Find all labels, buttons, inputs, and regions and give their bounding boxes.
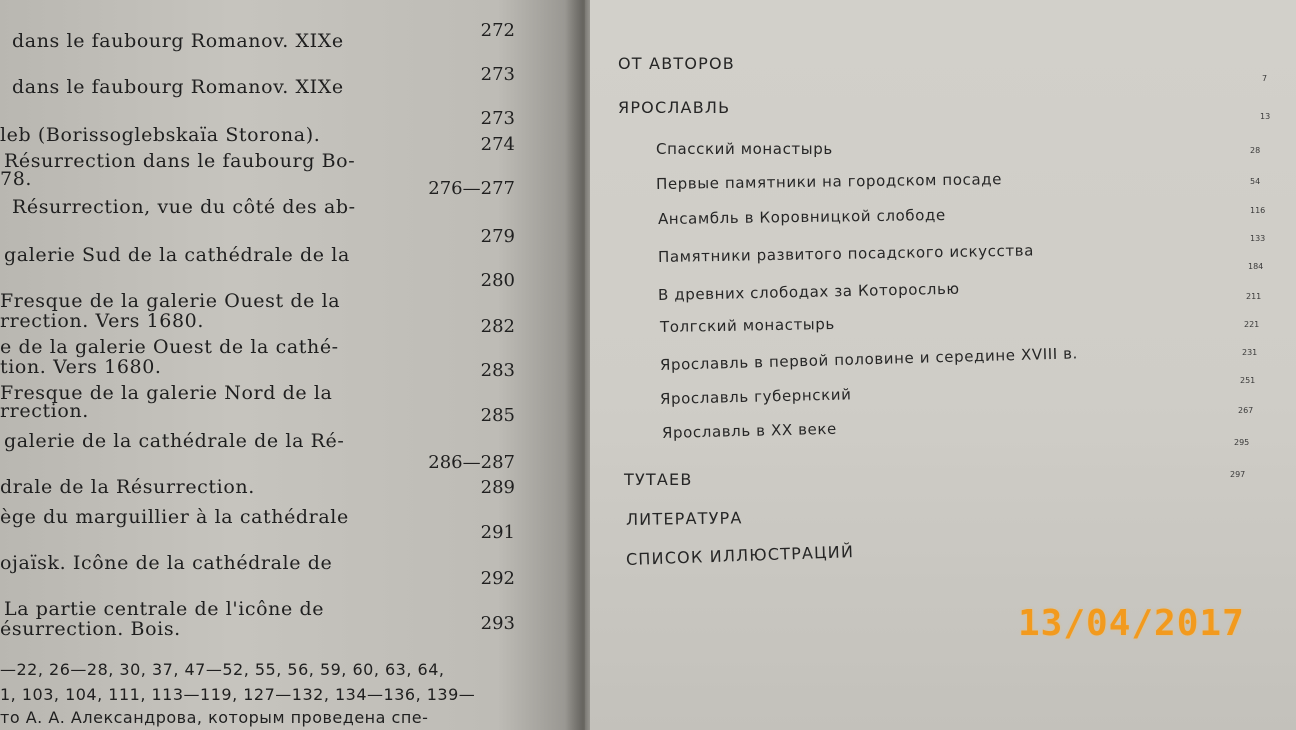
illustration-caption: rrection. (0, 400, 89, 422)
page-number: 276—277 (428, 178, 515, 199)
illustration-caption: galerie de la cathédrale de la Ré- (4, 430, 345, 452)
toc-page-number: 133 (1250, 234, 1266, 243)
photo-list-line: 1, 103, 104, 111, 113—119, 127—132, 134—136, 139— (0, 685, 476, 704)
date-stamp: 13/04/2017 (1018, 603, 1245, 644)
illustration-caption: galerie Sud de la cathédrale de la (4, 244, 350, 266)
toc-page-number: 211 (1246, 292, 1262, 301)
toc-page-number: 7 (1262, 74, 1268, 83)
page-number: 292 (480, 568, 515, 589)
illustration-caption: Résurrection, vue du côté des ab- (12, 196, 356, 218)
toc-entry: Ансамбль в Коровницкой слободе (657, 205, 946, 228)
page-number: 282 (480, 316, 515, 337)
toc-heading: ТУТАЕВ (624, 470, 693, 489)
illustration-caption: La partie centrale de l'icône de (4, 598, 325, 620)
illustration-caption: e de la galerie Ouest de la cathé- (0, 336, 339, 358)
toc-page-number: 251 (1240, 376, 1256, 385)
toc-heading: СПИСОК ИЛЛЮСТРАЦИЙ (625, 542, 855, 569)
illustration-caption: Résurrection dans le faubourg Bo- (4, 150, 356, 172)
toc-entry: Ярославль в XX веке (661, 419, 838, 442)
illustration-caption: ojaïsk. Icône de la cathédrale de (0, 552, 333, 574)
page-number: 291 (480, 522, 515, 543)
toc-page-number: 184 (1248, 262, 1264, 271)
credit-line: то А. А. Александрова, которым проведена спе- (0, 708, 429, 727)
toc-entry: Памятники развитого посадского искусства (657, 241, 1035, 266)
illustration-caption: dans le faubourg Romanov. XIXe (12, 76, 344, 98)
toc-page-number: 28 (1250, 146, 1261, 155)
toc-page-number: 13 (1260, 112, 1271, 121)
toc-heading: ЛИТЕРАТУРА (625, 508, 743, 529)
page-number: 285 (480, 405, 515, 426)
toc-page-number: 231 (1242, 348, 1258, 357)
illustration-caption: tion. Vers 1680. (0, 356, 162, 378)
page-number: 273 (480, 108, 515, 129)
page-number: 286—287 (428, 452, 515, 473)
toc-page-number: 54 (1250, 177, 1261, 186)
illustration-caption: drale de la Résurrection. (0, 476, 255, 498)
left-page (0, 0, 585, 730)
page-number: 272 (480, 20, 515, 41)
toc-entry: Ярославль в первой половине и середине XVIII в. (659, 344, 1079, 374)
toc-page-number: 116 (1250, 206, 1266, 215)
illustration-caption: 78. (0, 168, 33, 190)
illustration-caption: rrection. Vers 1680. (0, 310, 205, 332)
illustration-caption: ège du marguillier à la cathédrale (0, 506, 349, 528)
toc-page-number: 221 (1244, 320, 1260, 329)
toc-page-number: 297 (1230, 470, 1246, 479)
toc-page-number: 295 (1234, 438, 1250, 447)
toc-heading: ЯРОСЛАВЛЬ (618, 98, 731, 117)
toc-entry: Спасский монастырь (656, 140, 833, 158)
page-number: 289 (480, 477, 515, 498)
toc-entry: В древних слободах за Которослью (657, 279, 960, 304)
illustration-caption: leb (Borissoglebskaïa Storona). (0, 124, 321, 146)
page-number: 274 (480, 134, 515, 155)
toc-entry: Ярославль губернский (659, 385, 852, 408)
page-number: 279 (480, 226, 515, 247)
illustration-caption: dans le faubourg Romanov. XIXe (12, 30, 344, 52)
toc-page-number: 267 (1238, 406, 1254, 415)
illustration-caption: Fresque de la galerie Ouest de la (0, 290, 341, 312)
illustration-caption: ésurrection. Bois. (0, 618, 181, 640)
photo-list-line: —22, 26—28, 30, 37, 47—52, 55, 56, 59, 60, 63, 64, (0, 660, 445, 679)
toc-entry: Первые памятники на городском посаде (655, 170, 1003, 193)
toc-heading: ОТ АВТОРОВ (618, 54, 735, 73)
page-number: 293 (480, 613, 515, 634)
page-number: 283 (480, 360, 515, 381)
page-number: 280 (480, 270, 515, 291)
illustration-caption: Fresque de la galerie Nord de la (0, 382, 333, 404)
page-number: 273 (480, 64, 515, 85)
toc-entry: Толгский монастырь (659, 314, 836, 336)
